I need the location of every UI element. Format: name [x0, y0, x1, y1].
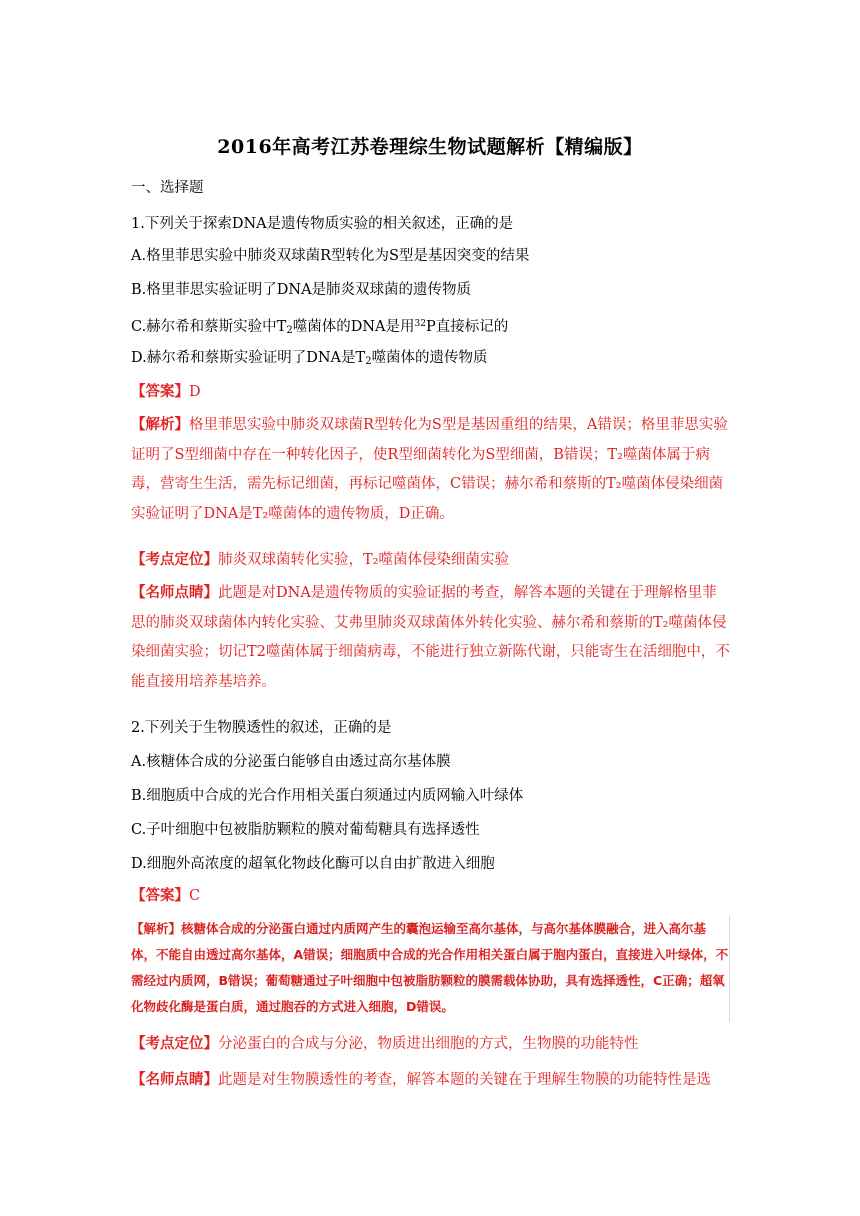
q1-d-pre: D.赫尔希和蔡斯实验证明了DNA是T [131, 350, 366, 366]
q2-point-text: 分泌蛋白的合成与分泌，物质进出细胞的方式，生物膜的功能特性 [218, 1036, 639, 1052]
q2-tip-text: 此题是对生物膜透性的考查，解答本题的关键在于理解生物膜的功能特性是选 [218, 1072, 711, 1088]
q2-stem: 2.下列关于生物膜透性的叙述，正确的是 [131, 720, 392, 736]
q1-c-post: P直接标记的 [425, 319, 509, 335]
page-title: 2016年高考江苏卷理综生物试题解析【精编版】 [217, 136, 643, 158]
q2-option-b: B.细胞质中合成的光合作用相关蛋白须通过内质网输入叶绿体 [131, 788, 524, 804]
q1-tip [131, 578, 731, 697]
q1-point [131, 550, 509, 570]
q2-option-a: A.核糖体合成的分泌蛋白能够自由透过高尔基体膜 [131, 754, 451, 770]
q1-c-sub: 2 [286, 325, 293, 336]
q2-answer-tag: 【答案】 [131, 887, 189, 904]
q2-analysis-tag: 【解析】 [131, 921, 182, 936]
q1-option-b: B.格里菲思实验证明了DNA是肺炎双球菌的遗传物质 [131, 282, 472, 298]
q1-answer-tag: 【答案】 [131, 383, 189, 400]
q1-analysis-text: 格里菲思实验中肺炎双球菌R型转化为S型是基因重组的结果，A错误；格里菲思实验证明了S型细菌中存在一种转化因子，使R型细菌转化为S型细菌，B错误；T₂噬菌体属于病毒，营寄生生活，需先标记细菌，再标记噬菌体，C错误；赫尔希和蔡斯的T₂噬菌体侵染细菌实验证明了DNA是T₂噬菌体的遗传物质，D正确。 [131, 417, 728, 522]
q2-tip-tag: 【名师点睛】 [131, 1071, 218, 1088]
q1-stem: 1.下列关于探索DNA是遗传物质实验的相关叙述，正确的是 [131, 216, 514, 232]
q2-analysis-image [131, 916, 730, 1022]
q1-point-text: 肺炎双球菌转化实验，T₂噬菌体侵染细菌实验 [218, 552, 509, 568]
q1-answer-value: D [189, 384, 201, 400]
q1-c-mid: 噬菌体的DNA是用 [292, 319, 415, 335]
q2-point [131, 1034, 639, 1054]
q2-answer [131, 886, 200, 906]
q2-option-d: D.细胞外高浓度的超氧化物歧化酶可以自由扩散进入细胞 [131, 856, 495, 872]
q1-option-c [131, 314, 508, 341]
q1-d-sub: 2 [365, 356, 372, 367]
q2-option-c: C.子叶细胞中包被脂肪颗粒的膜对葡萄糖具有选择透性 [131, 822, 480, 838]
q1-c-sup: 32 [414, 319, 426, 329]
q1-option-d [131, 348, 488, 372]
q2-point-tag: 【考点定位】 [131, 1035, 218, 1052]
q2-answer-value: C [189, 888, 201, 904]
section-heading: 一、选择题 [131, 180, 204, 196]
q1-analysis-tag: 【解析】 [131, 416, 189, 433]
q1-c-pre: C.赫尔希和蔡斯实验中T [131, 319, 287, 335]
q1-tip-tag: 【名师点睛】 [131, 584, 218, 601]
q1-option-a: A.格里菲思实验中肺炎双球菌R型转化为S型是基因突变的结果 [131, 248, 530, 264]
q1-d-post: 噬菌体的遗传物质 [371, 350, 488, 366]
q1-analysis [131, 410, 731, 529]
q2-analysis-text: 核糖体合成的分泌蛋白通过内质网产生的囊泡运输至高尔基体，与高尔基体膜融合，进入高尔基体，不能自由透过高尔基体，A错误；细胞质中合成的光合作用相关蛋白属于胞内蛋白，直接进入叶绿体，不需经过内质网，B错误；葡萄糖通过子叶细胞中包被脂肪颗粒的膜需载体协助，具有选择透性，C正确；超氧化物歧化酶是蛋白质，通过胞吞的方式进入细胞，D错误。 [131, 921, 729, 1014]
q1-tip-text: 此题是对DNA是遗传物质的实验证据的考查，解答本题的关键在于理解格里菲思的肺炎双球菌体内转化实验、艾弗里肺炎双球菌体外转化实验、赫尔希和蔡斯的T₂噬菌体侵染细菌实验；切记T2噬菌体属于细菌病毒，不能进行独立新陈代谢，只能寄生在活细胞中，不能直接用培养基培养。 [131, 585, 730, 690]
q1-answer [131, 382, 201, 402]
q1-point-tag: 【考点定位】 [131, 551, 218, 568]
q2-tip [131, 1070, 711, 1090]
